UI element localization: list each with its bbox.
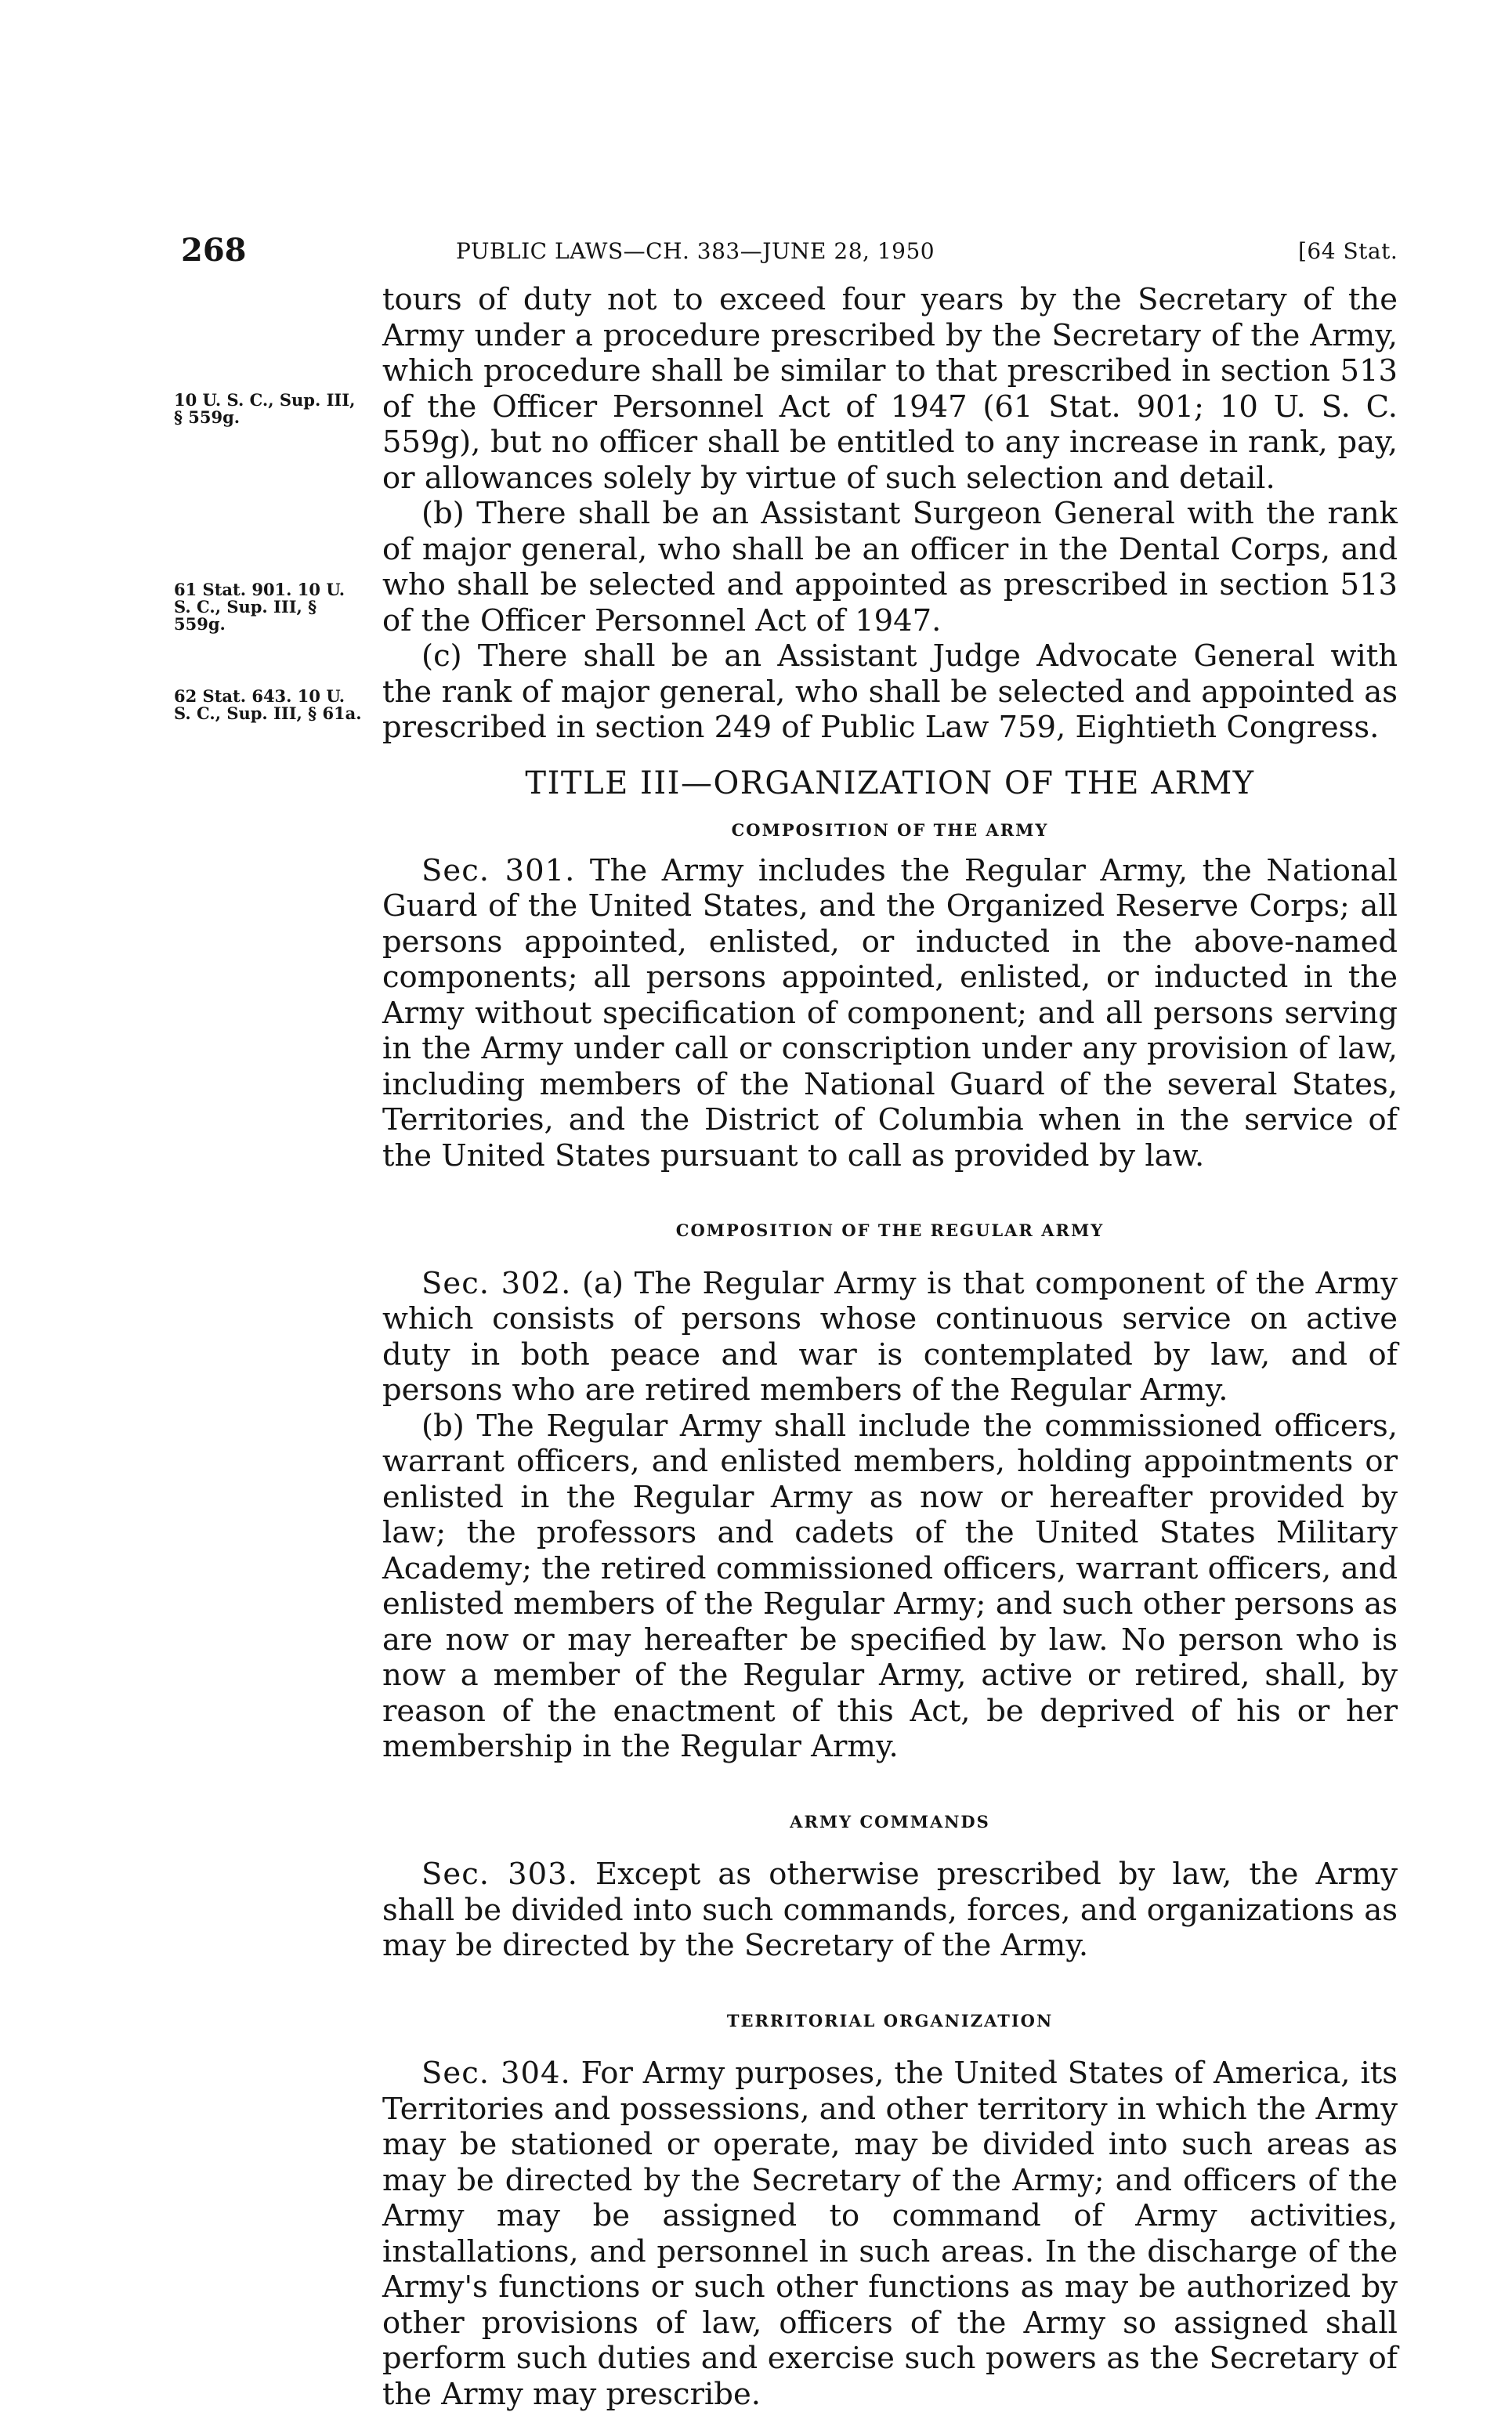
margin-note-2: 61 Stat. 901. 10 U. S. C., Sup. III, § 559g. (174, 580, 345, 634)
section-302-b: (b) The Regular Army shall include the commissioned officers, warrant officers, and enlisted members, holding appointments or enlisted in the Regular Army as now or hereafter provided by law; the professors and cadets of the United States Military Academy; the retired commissioned officers, warrant officers, and enlisted members of the Regular Army; and such other persons as are now or may hereafter be specified by law. No person who is now a member of the Regular Army, active or retired, shall, by reason of the enactment of this Act, be deprived of his or her membership in the Regular Army. (382, 1408, 1398, 1764)
volume-reference: [64 Stat. (1298, 238, 1398, 264)
title-iii: TITLE III—ORGANIZATION OF THE ARMY (525, 765, 1255, 801)
page-body (382, 282, 1398, 2412)
section-302-a-text: (a) The Regular Army is that component of the Army which consists of persons whose continuous service on active duty in both peace and war is contemplated by law, and of persons who are retired members of the Regular Army. (382, 1265, 1398, 1408)
section-301-label: Sec. 301. (421, 852, 576, 888)
heading-composition-of-regular-army: COMPOSITION OF THE REGULAR ARMY (675, 1220, 1105, 1240)
paragraph-c: (c) There shall be an Assistant Judge Advocate General with the rank of major general, who shall be selected and appointed as prescribed in section 249 of Public Law 759, Eightieth Congress. (382, 638, 1398, 745)
heading-composition-of-army: COMPOSITION OF THE ARMY (731, 820, 1049, 840)
paragraph-b: (b) There shall be an Assistant Surgeon General with the rank of major general, who shall be an officer in the Dental Corps, and who shall be selected and appointed as prescribed in section 513 of the Officer Personnel Act of 1947. (382, 496, 1398, 638)
section-301-text: The Army includes the Regular Army, the National Guard of the United States, and the Organized Reserve Corps; all persons appointed, enlisted, or inducted in the above-named components; all persons appointed, enlisted, or inducted in the Army without specification of component; and all persons serving in the Army under call or conscription under any provision of law, including members of the National Guard of the several States, Territories, and the District of Columbia when in the service of the United States pursuant to call as provided by law. (382, 852, 1398, 1173)
margin-note-3: 62 Stat. 643. 10 U. S. C., Sup. III, § 61a. (174, 686, 362, 723)
page-number: 268 (181, 232, 247, 269)
margin-note-1: 10 U. S. C., Sup. III, § 559g. (174, 390, 356, 427)
section-304-text: For Army purposes, the United States of America, its Territories and possessions, and other territory in which the Army may be stationed or operate, may be divided into such areas as may be directed by the Secretary of the Army; and officers of the Army may be assigned to command of Army activities, installations, and personnel in such areas. In the discharge of the Army's functions or such other functions as may be authorized by other provisions of law, officers of the Army so assigned shall perform such duties and exercise such powers as the Secretary of the Army may prescribe. (382, 2056, 1398, 2412)
section-301 (382, 853, 1398, 1174)
paragraph-continuation: tours of duty not to exceed four years by the Secretary of the Army under a procedure prescribed by the Secretary of the Army, which procedure shall be similar to that prescribed in section 513 of the Officer Personnel Act of 1947 (61 Stat. 901; 10 U. S. C. 559g), but no officer shall be entitled to any increase in rank, pay, or allowances solely by virtue of such selection and detail. (382, 282, 1398, 496)
page-header (0, 232, 1512, 271)
section-302-a (382, 1266, 1398, 1409)
section-303-label: Sec. 303. (421, 1857, 578, 1892)
section-303-text: Except as otherwise prescribed by law, the Army shall be divided into such commands, forces, and organizations as may be directed by the Secretary of the Army. (382, 1857, 1398, 1963)
section-304 (382, 2056, 1398, 2412)
heading-army-commands: ARMY COMMANDS (790, 1811, 990, 1832)
section-302-label: Sec. 302. (421, 1265, 572, 1301)
section-304-label: Sec. 304. (421, 2056, 571, 2091)
heading-territorial-organization: TERRITORIAL ORGANIZATION (726, 2010, 1054, 2030)
running-head: PUBLIC LAWS—CH. 383—JUNE 28, 1950 (456, 238, 935, 264)
section-303 (382, 1857, 1398, 1964)
